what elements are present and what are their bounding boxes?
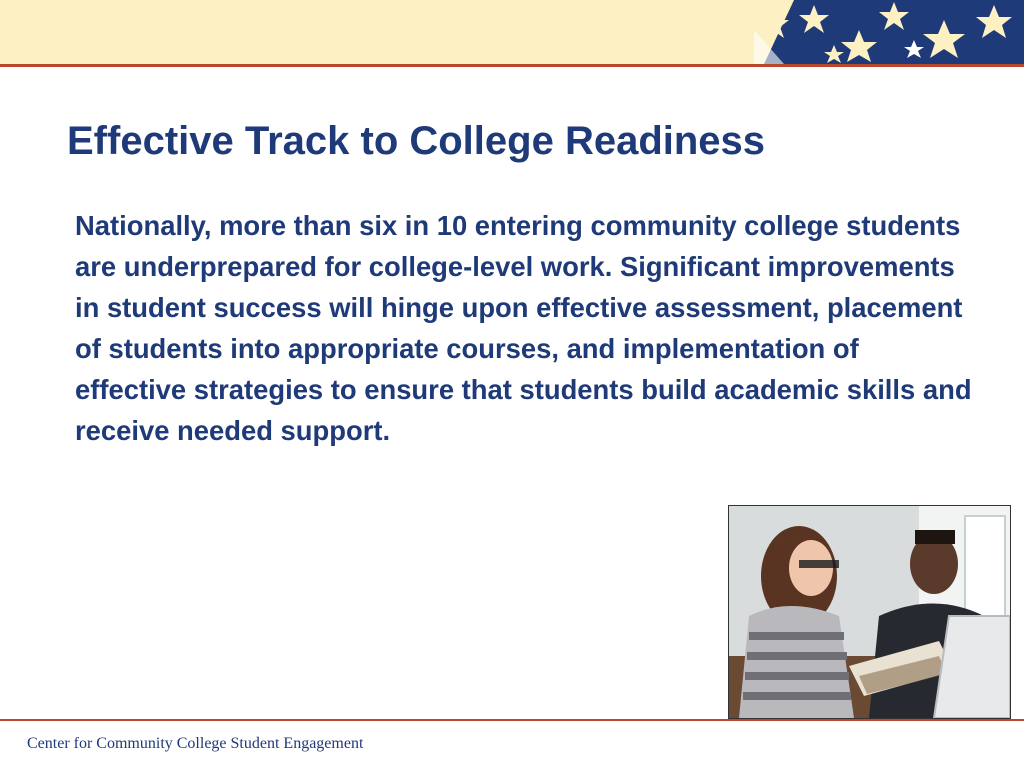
footer-organization: Center for Community College Student Engagement <box>27 735 364 752</box>
slide-title: Effective Track to College Readiness <box>67 119 766 163</box>
students-studying-photo <box>728 505 1011 719</box>
slide-body-text: Nationally, more than six in 10 entering community college students are underprepared for college-level work. Significant improvements in student success will hinge upon effective assessment, placement of students into appropriate courses, and implementation of effective strategies to ensure that students build academic skills and receive needed support. <box>75 210 972 446</box>
header-band <box>0 0 1024 64</box>
footer-divider <box>0 719 1024 721</box>
header-divider <box>0 64 1024 67</box>
stars-banner-icon <box>754 0 1024 64</box>
